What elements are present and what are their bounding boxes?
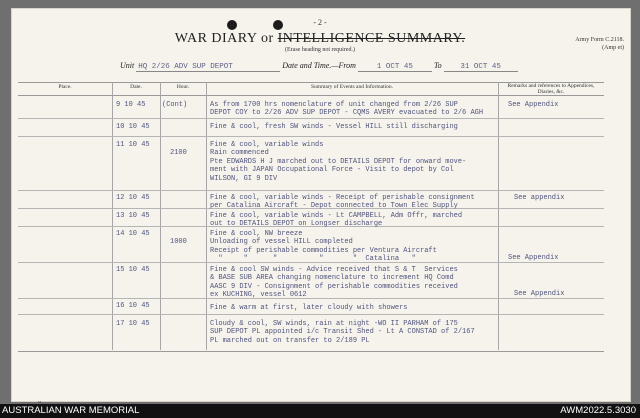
date-from: 1 OCT 45 — [358, 63, 432, 72]
entry-date: 15 10 45 — [116, 266, 150, 274]
page-number: - 2 - — [313, 18, 327, 27]
erase-note: (Erase heading not required.) — [285, 47, 355, 53]
entry-remark: See Appendix — [508, 101, 559, 109]
header-date: Date. — [130, 84, 142, 90]
entry-hour: (Cont) — [162, 101, 188, 109]
row-separator — [18, 118, 604, 119]
col-divider-date — [160, 82, 161, 350]
header-place: Place. — [58, 84, 72, 90]
title-war-diary: WAR DIARY — [174, 31, 257, 46]
accession-number: AWM2022.5.3030 — [560, 405, 636, 416]
row-separator — [18, 314, 604, 315]
entry-summary: As from 1700 hrs nomenclature of unit changed from 2/26 SUP DEPOT COY to 2/26 ADV SUP DEPOT - CQMS AVERY evacuated to 2/6 AGH — [210, 101, 484, 118]
entry-date: 10 10 45 — [116, 123, 150, 131]
entry-date: 12 10 45 — [116, 194, 150, 202]
army-form-sub: (Amp et) — [602, 45, 624, 51]
entry-remark: See Appendix — [508, 254, 559, 262]
entry-summary: Fine & cool SW winds - Advice received that S & T Services & BASE SUB AREA changing nomenclature to increment HQ Comd AASC 9 DIV - Consignment of perishable commodities received ex KUCHING, vessel 0612 — [210, 266, 458, 300]
entry-remark: See appendix — [514, 194, 565, 202]
col-divider-hour — [206, 82, 207, 350]
col-divider-summary — [498, 82, 499, 350]
entry-date: 16 10 45 — [116, 302, 150, 310]
entry-date: 11 10 45 — [116, 141, 150, 149]
header-hour: Hour. — [176, 84, 190, 90]
unit-date-line — [120, 61, 518, 72]
date-to: 31 OCT 45 — [444, 63, 518, 72]
entry-remark: See Appendix — [514, 290, 565, 298]
printer-imprint: M — [38, 400, 42, 404]
army-form-number: Army Form C.2118. — [575, 37, 624, 43]
header-divider — [18, 95, 604, 96]
date-to-label: To — [433, 61, 442, 70]
entry-summary: Fine & cool, variable winds - Lt CAMPBELL, Adm Offr, marched out to DETAILS DEPOT on Longser discharge — [210, 212, 463, 229]
caption-bar — [0, 404, 640, 418]
entry-summary: Fine & cool, variable winds - Receipt of perishable consignment per Catalina Aircraft - Depot connected to Town Elec Supply — [210, 194, 475, 211]
entry-summary: Cloudy & cool, SW winds, rain at night -WO II PARHAM of 175 SUP DEPOT PL appointed i/c Transit Shed - Lt A CONSTAD of 2/167 PL marched out on transfer to 2/189 PL — [210, 320, 475, 345]
entry-summary: Fine & cool, NW breeze Unloading of vessel HILL completed Receipt of perishable commodities per Ventura Aircraft " " " " " Catalina " — [210, 230, 437, 264]
entry-date: 13 10 45 — [116, 212, 150, 220]
unit-label: Unit — [120, 61, 135, 70]
entry-date: 9 10 45 — [116, 101, 146, 109]
date-label: Date and Time.—From — [282, 61, 356, 70]
entry-hour: 1000 — [170, 238, 187, 246]
entry-summary: Fine & warm at first, later cloudy with showers — [210, 304, 408, 312]
header-summary: Summary of Events and Information. — [310, 84, 394, 90]
col-divider-place — [112, 82, 113, 350]
form-title — [0, 31, 640, 47]
entry-date: 17 10 45 — [116, 320, 150, 328]
unit-value: HQ 2/26 ADV SUP DEPOT — [136, 63, 280, 72]
entry-date: 14 10 45 — [116, 230, 150, 238]
archive-name: AUSTRALIAN WAR MEMORIAL — [2, 405, 140, 416]
title-intelligence-summary: INTELLIGENCE SUMMARY. — [277, 31, 466, 46]
entry-hour: 2100 — [170, 149, 187, 157]
row-separator — [18, 190, 604, 191]
entry-summary: Fine & cool, fresh SW winds - Vessel HILL still discharging — [210, 123, 458, 131]
title-or: or — [260, 31, 274, 46]
row-separator — [18, 136, 604, 137]
entry-summary: Pte EDWARDS H J marched out to DETAILS DEPOT for onward move- ment with JAPAN Occupational Force - Visit to depot by Col WILSON, GI 9 DIV — [210, 158, 467, 183]
army-form-label — [575, 36, 624, 52]
header-remarks: Remarks and references to Appendices, Diaries, &c. — [507, 83, 595, 95]
entry-summary: Fine & cool, variable winds Rain commenced — [210, 141, 324, 158]
